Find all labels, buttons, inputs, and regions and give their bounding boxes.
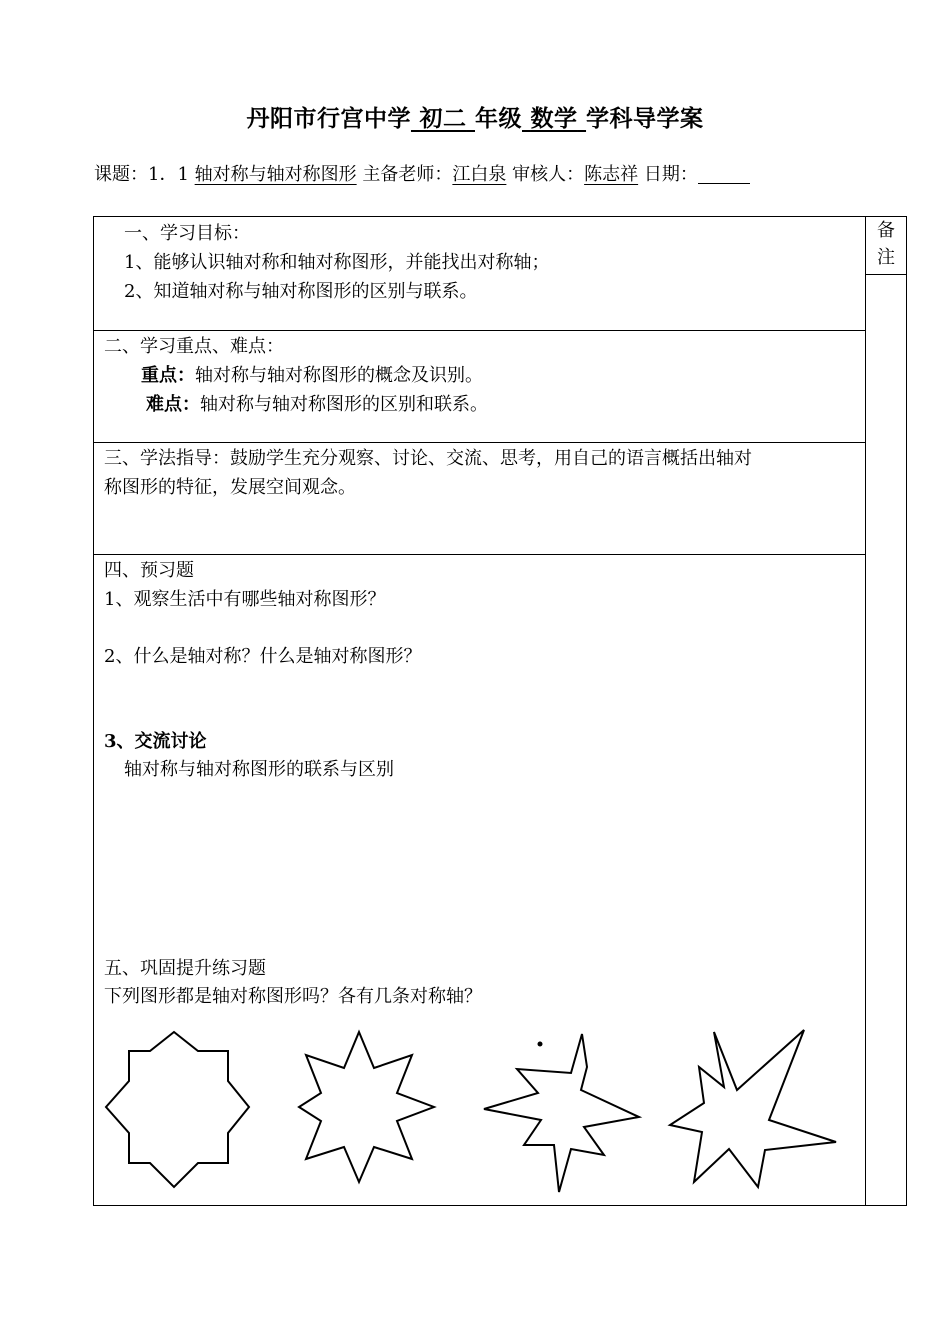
practice-heading: 五、巩固提升练习题 [104, 958, 266, 979]
topic-value: 轴对称与轴对称图形 [194, 164, 357, 185]
hard-label: 难点： [146, 394, 200, 415]
preview-heading: 四、预习题 [104, 560, 194, 581]
title-school: 丹阳市行宫中学 [246, 105, 411, 132]
notes-header [866, 217, 906, 275]
meta-line [94, 160, 894, 186]
goals-item-2: 2、知道轴对称与轴对称图形的区别与联系。 [124, 281, 478, 302]
title-suffix: 学科导学案 [586, 105, 704, 132]
goals-item-1: 1、能够认识轴对称和轴对称图形，并能找出对称轴； [124, 252, 550, 273]
title-subject: 数学 [530, 105, 578, 132]
preview-q3-text: 轴对称与轴对称图形的联系与区别 [124, 759, 394, 780]
title-grade-suffix: 年级 [475, 105, 522, 132]
notes-label-2: 注 [877, 247, 895, 268]
content-column [94, 217, 866, 1205]
eight-point-star-shape [106, 1032, 249, 1187]
notes-label-1: 备 [877, 220, 895, 241]
preview-q3: 3、交流讨论 [104, 731, 207, 752]
irregular-star-shape-1 [484, 1034, 639, 1192]
date-label: 日期： [643, 164, 698, 185]
section-key-points [94, 330, 866, 442]
teacher-label: 主备老师： [362, 164, 453, 185]
irregular-star-shape-2 [670, 1030, 836, 1187]
reviewer-value: 陈志祥 [584, 164, 639, 185]
topic-label: 课题：1．1 [94, 164, 195, 185]
page-title [0, 100, 950, 133]
date-blank [698, 165, 750, 184]
octagram-shape [299, 1032, 434, 1182]
method-line-2: 称图形的特征，发展空间观念。 [104, 477, 356, 498]
key-point-line [141, 361, 483, 390]
method-line-1: 三、学法指导：鼓励学生充分观察、讨论、交流、思考，用自己的语言概括出轴对 [104, 448, 752, 469]
star-figures [94, 997, 866, 1197]
hard-point-line [146, 390, 488, 419]
key-text: 轴对称与轴对称图形的概念及识别。 [195, 365, 483, 386]
section-method [94, 442, 866, 554]
preview-q2: 2、什么是轴对称？什么是轴对称图形？ [104, 646, 422, 667]
key-label: 重点： [141, 365, 195, 386]
preview-q1: 1、观察生活中有哪些轴对称图形？ [104, 589, 386, 610]
title-grade: 初二 [419, 105, 467, 132]
section-goals [94, 217, 866, 330]
key-heading: 二、学习重点、难点： [104, 336, 284, 357]
hard-text: 轴对称与轴对称图形的区别和联系。 [200, 394, 488, 415]
reviewer-label: 审核人： [512, 164, 585, 185]
dot-mark [538, 1042, 543, 1047]
practice-question: 下列图形都是轴对称图形吗？各有几条对称轴？ [104, 986, 482, 1007]
goals-heading: 一、学习目标： [124, 223, 250, 244]
worksheet-table [93, 216, 907, 1206]
teacher-value: 江白泉 [452, 164, 507, 185]
